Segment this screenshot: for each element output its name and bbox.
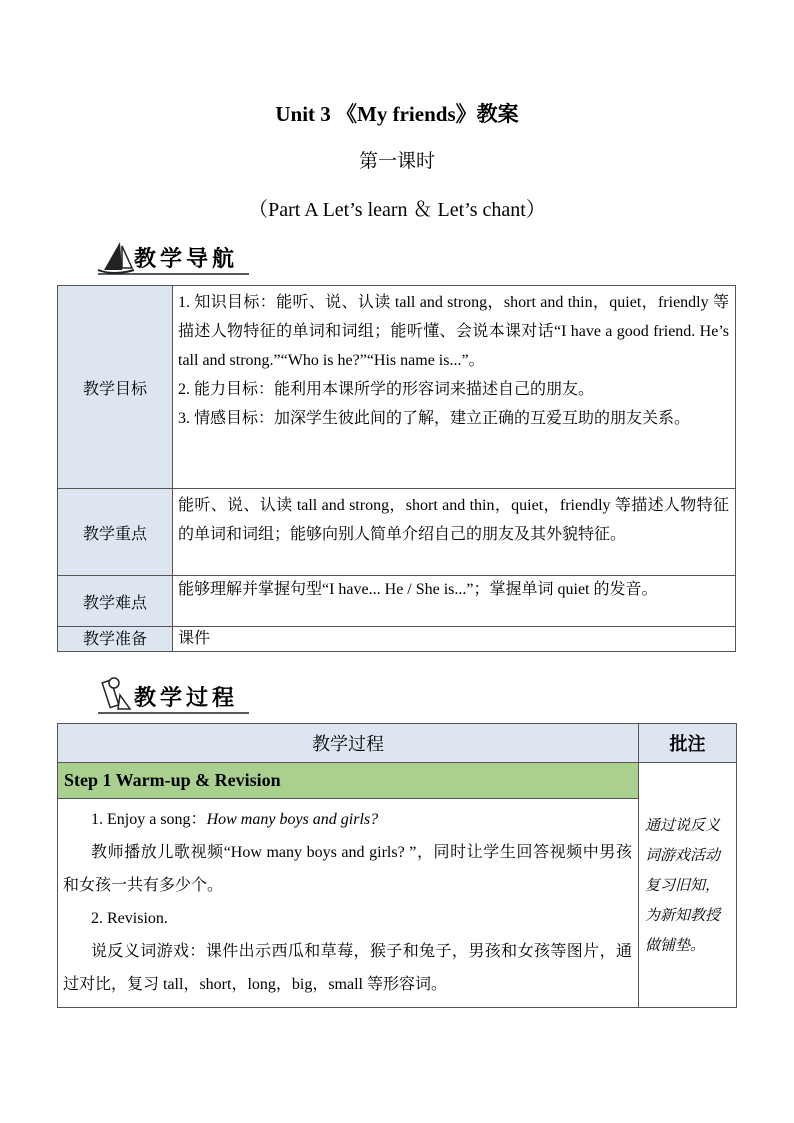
key-points-text: 能听、说、认读 tall and strong，short and thin，quiet，friendly 等描述人物特征的单词和词组；能够向别人简单介绍自己的朋友及其外貌特征。 [178, 497, 729, 543]
notes-header: 批注 [639, 724, 737, 763]
ability-goal: 2. 能力目标：能利用本课所学的形容词来描述自己的朋友。 [178, 381, 595, 398]
annotation-cell: 通过说反义词游戏活动复习旧知，为新知教授做铺垫。 [639, 763, 737, 1008]
song-title: How many boys and girls? [206, 811, 379, 828]
difficult-points-text: 能够理解并掌握句型“I have... He / She is...”；掌握单词 quiet 的发音。 [178, 581, 658, 598]
knowledge-goal: 1. 知识目标：能听、说、认读 tall and strong，short and thin，quiet，friendly 等描述人物特征的单词和词组；能听懂、会说本课对话“I have a good friend. He’s tall and strong.”“Who is he?”“His name is...”。 [178, 294, 729, 369]
row-label: 教学目标 [58, 286, 173, 489]
step-body [58, 799, 639, 1008]
table-row [58, 627, 736, 652]
item-1-prefix: 1. Enjoy a song： [91, 811, 207, 828]
table-row [58, 286, 736, 489]
row-content [173, 627, 736, 652]
teaching-process-label: 教学过程 [134, 686, 239, 711]
item-1-description: 教师播放儿歌视频“How many boys and girls? ”，同时让学生回答视频中男孩和女孩一共有多少个。 [63, 844, 632, 894]
item-2-title: 2. Revision. [91, 910, 168, 927]
step-heading: Step 1 Warm-up & Revision [58, 763, 639, 799]
table-header-row [58, 724, 737, 763]
table-row [58, 799, 737, 1008]
process-header: 教学过程 [58, 724, 639, 763]
preparation-text: 课件 [178, 630, 211, 647]
row-content [173, 489, 736, 576]
teaching-process-banner [94, 675, 254, 715]
table-row [58, 763, 737, 799]
table-row [58, 489, 736, 576]
teaching-process-table [57, 723, 737, 1008]
row-content [173, 576, 736, 627]
teaching-guide-label: 教学导航 [134, 247, 239, 272]
lesson-number: 第一课时 [358, 151, 435, 172]
row-label: 教学难点 [58, 576, 173, 627]
document-title: Unit 3 《My friends》教案 [275, 102, 519, 126]
lesson-part: （Part A Let’s learn ＆ Let’s chant） [248, 199, 546, 221]
emotion-goal: 3. 情感目标：加深学生彼此间的了解，建立正确的互爱互助的朋友关系。 [178, 410, 691, 427]
teaching-guide-banner [94, 236, 254, 276]
table-row [58, 576, 736, 627]
teaching-goals-table [57, 285, 736, 652]
item-1 [63, 803, 632, 836]
item-2-description: 说反义词游戏：课件出示西瓜和草莓，猴子和兔子，男孩和女孩等图片，通过对比，复习 tall，short，long，big，small 等形容词。 [63, 943, 632, 993]
row-label: 教学重点 [58, 489, 173, 576]
row-label: 教学准备 [58, 627, 173, 652]
row-content [173, 286, 736, 489]
